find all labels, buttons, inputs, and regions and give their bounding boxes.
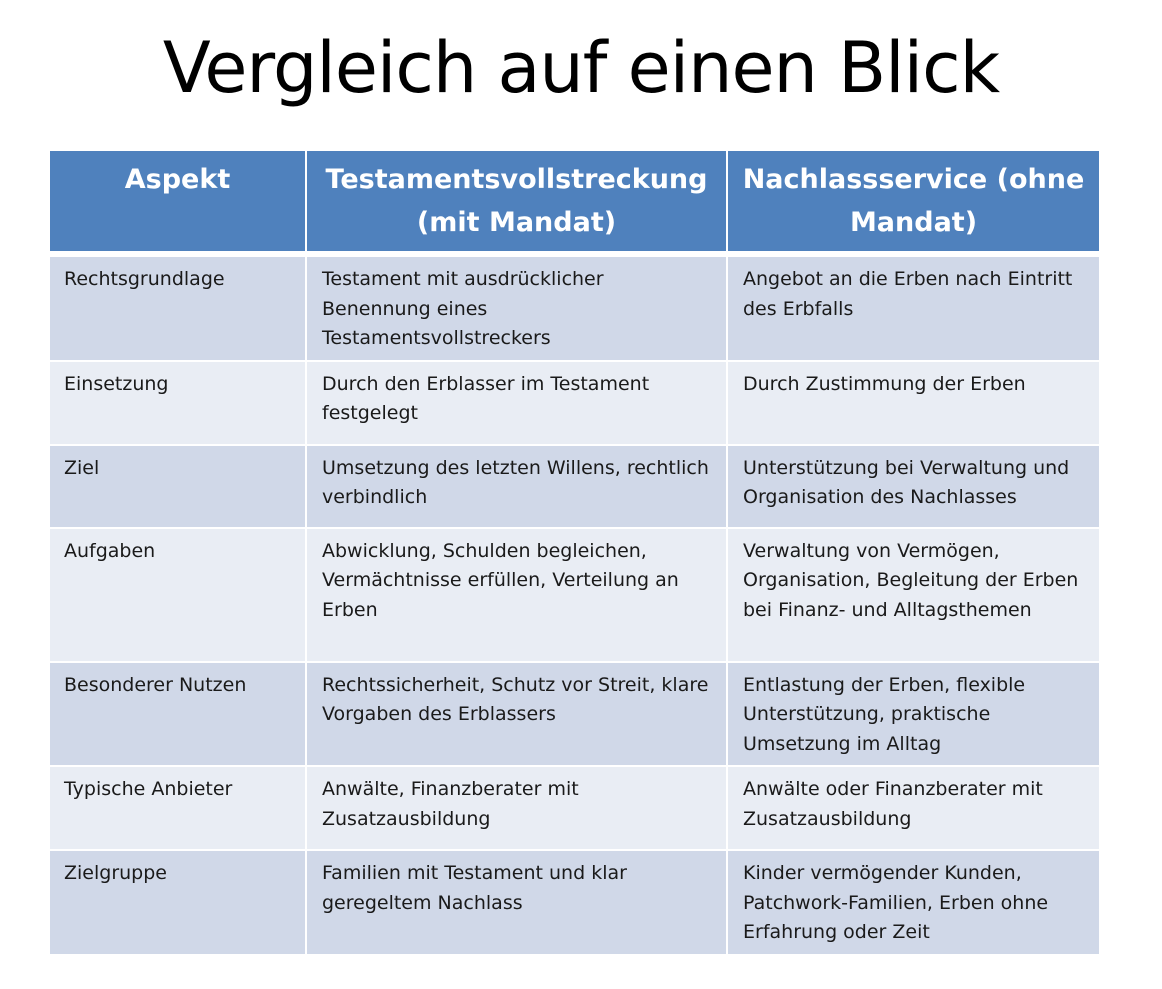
cell-testament: Rechtssicherheit, Schutz vor Streit, klare Vorgaben des Erblassers <box>306 662 727 767</box>
header-testamentsvollstreckung: Testamentsvollstreckung (mit Mandat) <box>306 150 727 254</box>
table-row <box>49 766 1100 850</box>
comparison-table <box>48 149 1101 956</box>
cell-aspekt: Einsetzung <box>49 361 306 445</box>
cell-aspekt: Besonderer Nutzen <box>49 662 306 767</box>
cell-testament: Durch den Erblasser im Testament festgelegt <box>306 361 727 445</box>
table-row <box>49 361 1100 445</box>
cell-service: Durch Zustimmung der Erben <box>727 361 1100 445</box>
cell-service: Verwaltung von Vermögen, Organisation, Begleitung der Erben bei Finanz- und Alltagsthemen <box>727 528 1100 662</box>
cell-service: Angebot an die Erben nach Eintritt des Erbfalls <box>727 254 1100 361</box>
table-header-row <box>49 150 1100 254</box>
cell-testament: Familien mit Testament und klar geregeltem Nachlass <box>306 850 727 955</box>
cell-service: Anwälte oder Finanzberater mit Zusatzausbildung <box>727 766 1100 850</box>
cell-testament: Abwicklung, Schulden begleichen, Vermächtnisse erfüllen, Verteilung an Erben <box>306 528 727 662</box>
cell-aspekt: Aufgaben <box>49 528 306 662</box>
cell-aspekt: Zielgruppe <box>49 850 306 955</box>
header-aspekt: Aspekt <box>49 150 306 254</box>
slide-title: Vergleich auf einen Blick <box>162 27 1000 109</box>
cell-aspekt: Rechtsgrundlage <box>49 254 306 361</box>
cell-testament: Umsetzung des letzten Willens, rechtlich verbindlich <box>306 445 727 528</box>
cell-testament: Anwälte, Finanzberater mit Zusatzausbildung <box>306 766 727 850</box>
cell-service: Kinder vermögender Kunden, Patchwork-Familien, Erben ohne Erfahrung oder Zeit <box>727 850 1100 955</box>
cell-aspekt: Typische Anbieter <box>49 766 306 850</box>
table-row <box>49 254 1100 361</box>
cell-service: Unterstützung bei Verwaltung und Organisation des Nachlasses <box>727 445 1100 528</box>
cell-aspekt: Ziel <box>49 445 306 528</box>
cell-testament: Testament mit ausdrücklicher Benennung eines Testamentsvollstreckers <box>306 254 727 361</box>
header-nachlassservice: Nachlassservice (ohne Mandat) <box>727 150 1100 254</box>
table-row <box>49 662 1100 767</box>
table-row <box>49 445 1100 528</box>
table-row <box>49 528 1100 662</box>
cell-service: Entlastung der Erben, flexible Unterstützung, praktische Umsetzung im Alltag <box>727 662 1100 767</box>
table-row <box>49 850 1100 955</box>
